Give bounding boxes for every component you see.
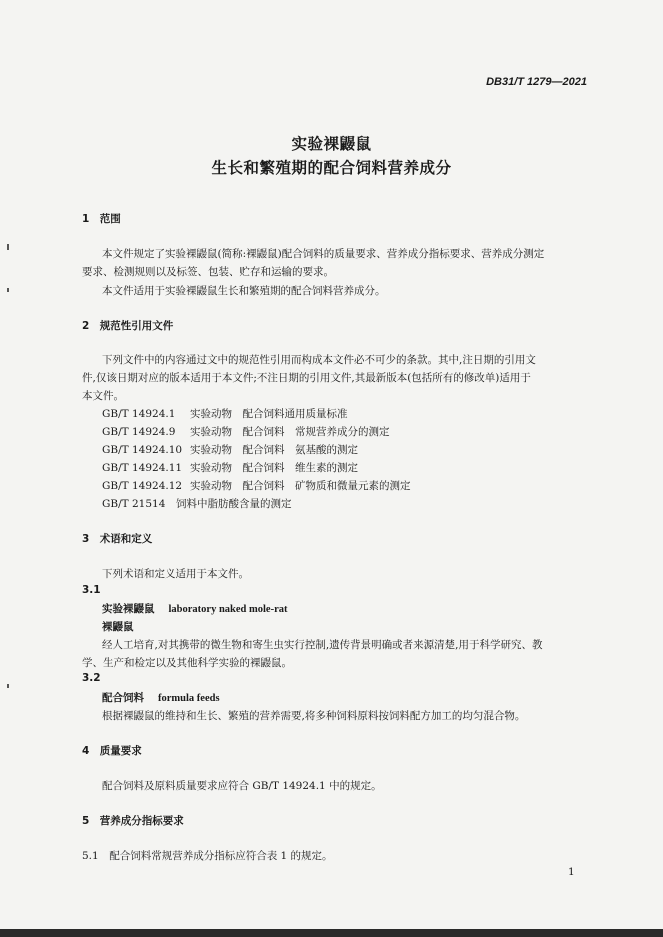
- term-3-2-name: [102, 690, 220, 705]
- section-1-paragraph-2: 本文件适用于实验裸鼹鼠生长和繁殖期的配合饲料营养成分。: [102, 285, 386, 297]
- section-2-heading: 2 规范性引用文件: [82, 320, 174, 332]
- scan-mark: [7, 244, 9, 250]
- term-3-2-english: formula feeds: [158, 693, 220, 704]
- page-number: 1: [568, 866, 575, 878]
- scan-mark: [7, 684, 9, 688]
- term-3-1-definition-line-1: 经人工培育,对其携带的微生物和寄生虫实行控制,遗传背景明确或者来源清楚,用于科学研究、教: [102, 639, 543, 651]
- section-2-paragraph-line-2: 件,仅该日期对应的版本适用于本文件;不注日期的引用文件,其最新版本(包括所有的修改单)适用于: [82, 372, 531, 384]
- reference-title: 实验动物 配合饲料 维生素的测定: [190, 462, 358, 474]
- reference-code: GB/T 14924.12: [102, 480, 183, 492]
- reference-code: GB/T 14924.9: [102, 426, 176, 438]
- term-3-1-name: [102, 601, 287, 616]
- reference-title: 实验动物 配合饲料 氨基酸的测定: [190, 444, 358, 456]
- title-line-1: 实验裸鼹鼠: [291, 135, 372, 153]
- reference-item: [102, 496, 292, 511]
- reference-code: GB/T 14924.10: [102, 444, 183, 456]
- reference-code: GB/T 21514: [102, 498, 166, 510]
- section-5-1-paragraph: 5.1 配合饲料常规营养成分指标应符合表 1 的规定。: [82, 850, 333, 862]
- reference-item: [102, 424, 390, 439]
- title-line-2: 生长和繁殖期的配合饲料营养成分: [211, 159, 452, 177]
- term-3-1-chinese: 实验裸鼹鼠: [102, 603, 155, 615]
- section-3-heading: 3 术语和定义: [82, 533, 153, 545]
- document-number: DB31/T 1279—2021: [486, 76, 587, 88]
- reference-code: GB/T 14924.11: [102, 462, 183, 474]
- section-1-paragraph-1-line-2: 要求、检测规则以及标签、包装、贮存和运输的要求。: [82, 266, 334, 278]
- section-5-heading: 5 营养成分指标要求: [82, 815, 184, 827]
- scan-bottom-edge: [0, 929, 663, 937]
- section-4-heading: 4 质量要求: [82, 745, 142, 757]
- term-3-1-english: laboratory naked mole-rat: [168, 604, 288, 615]
- reference-item: [102, 478, 411, 493]
- term-3-2-number: 3.2: [82, 672, 101, 684]
- section-2-paragraph-line-1: 下列文件中的内容通过文中的规范性引用而构成本文件必不可少的条款。其中,注日期的引用文: [102, 354, 536, 366]
- term-3-1-definition-line-2: 学、生产和检定以及其他科学实验的裸鼹鼠。: [82, 657, 292, 669]
- reference-title: 实验动物 配合饲料 常规营养成分的测定: [190, 426, 390, 438]
- term-3-2-definition: 根据裸鼹鼠的维持和生长、繁殖的营养需要,将多种饲料原料按饲料配方加工的均匀混合物。: [102, 710, 526, 722]
- reference-item: [102, 406, 348, 421]
- section-1-paragraph-1-line-1: 本文件规定了实验裸鼹鼠(简称:裸鼹鼠)配合饲料的质量要求、营养成分指标要求、营养成分测定: [102, 248, 545, 260]
- section-2-paragraph-line-3: 本文件。: [82, 390, 124, 402]
- reference-title: 实验动物 配合饲料通用质量标准: [190, 408, 348, 420]
- scan-mark: [7, 288, 9, 292]
- reference-item: [102, 442, 358, 457]
- reference-item: [102, 460, 358, 475]
- section-1-heading: 1 范围: [82, 213, 121, 225]
- term-3-2-chinese: 配合饲料: [102, 692, 144, 704]
- term-3-1-number: 3.1: [82, 584, 101, 596]
- section-3-intro: 下列术语和定义适用于本文件。: [102, 568, 249, 580]
- term-3-1-alias: 裸鼹鼠: [102, 621, 134, 633]
- reference-code: GB/T 14924.1: [102, 408, 176, 420]
- section-4-paragraph: 配合饲料及原料质量要求应符合 GB/T 14924.1 中的规定。: [102, 780, 382, 792]
- reference-title: 饲料中脂肪酸含量的测定: [176, 498, 292, 510]
- reference-title: 实验动物 配合饲料 矿物质和微量元素的测定: [190, 480, 411, 492]
